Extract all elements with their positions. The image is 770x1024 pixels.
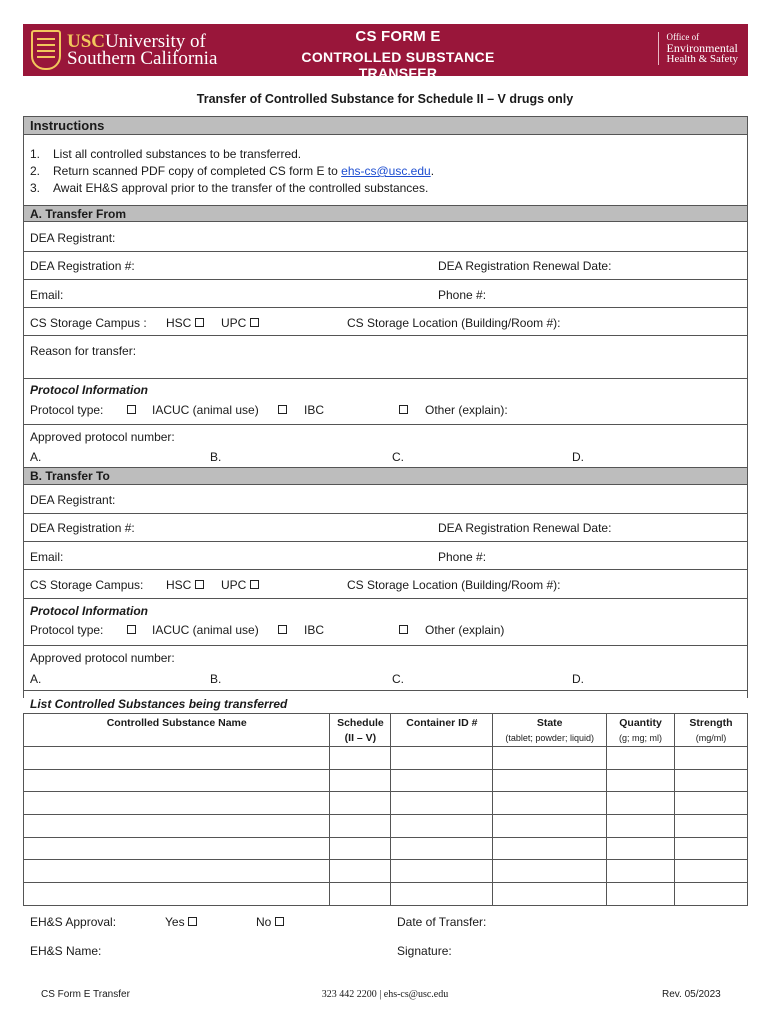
a-upc-checkbox[interactable] [250, 318, 259, 327]
approval-no-option[interactable] [256, 915, 284, 929]
a-phone-label[interactable]: Phone #: [438, 288, 487, 302]
table-row [24, 883, 748, 906]
table-cell[interactable] [675, 815, 748, 838]
upc-label: UPC [221, 316, 247, 330]
table-cell[interactable] [24, 883, 330, 906]
table-cell[interactable] [24, 837, 330, 860]
col-label: Quantity [619, 717, 662, 729]
logo-line2: Southern California [67, 48, 218, 69]
section-a-heading: A. Transfer From [23, 205, 748, 222]
table-cell[interactable] [24, 769, 330, 792]
page-subtitle: Transfer of Controlled Substance for Schedule II – V drugs only [196, 92, 574, 106]
a-other-label[interactable]: Other (explain): [425, 403, 508, 417]
footer-contact: 323 442 2200 | ehs-cs@usc.edu [321, 989, 449, 1000]
date-of-transfer-label[interactable]: Date of Transfer: [397, 915, 487, 929]
table-row [24, 837, 748, 860]
a-upc-option[interactable] [221, 316, 259, 330]
a-protocol-d[interactable]: D. [572, 450, 584, 464]
a-ibc-checkbox[interactable] [278, 405, 287, 414]
b-dea-reg-num-label[interactable]: DEA Registration #: [30, 521, 135, 535]
table-cell[interactable] [493, 860, 607, 883]
b-hsc-checkbox[interactable] [195, 580, 204, 589]
b-storage-campus-label: CS Storage Campus: [30, 578, 144, 592]
table-cell[interactable] [391, 815, 493, 838]
table-cell[interactable] [493, 815, 607, 838]
col-label: Container ID # [406, 717, 478, 729]
a-storage-location-label[interactable]: CS Storage Location (Building/Room #): [347, 316, 561, 330]
divider [23, 307, 748, 308]
ehs-approval-label: EH&S Approval: [30, 915, 117, 929]
b-protocol-info-heading: Protocol Information [30, 604, 148, 618]
b-phone-label[interactable]: Phone #: [438, 550, 487, 564]
table-cell[interactable] [675, 883, 748, 906]
table-cell[interactable] [493, 769, 607, 792]
table-cell[interactable] [330, 860, 391, 883]
b-approved-protocol-label: Approved protocol number: [30, 651, 175, 665]
b-other-label[interactable]: Other (explain) [425, 623, 505, 637]
b-hsc-option[interactable] [166, 578, 204, 592]
a-approved-protocol-label: Approved protocol number: [30, 430, 175, 444]
table-cell[interactable] [24, 792, 330, 815]
table-cell[interactable] [675, 860, 748, 883]
a-protocol-a[interactable]: A. [30, 450, 42, 464]
table-cell[interactable] [493, 747, 607, 770]
divider [23, 335, 748, 336]
table-row [24, 747, 748, 770]
divider [23, 690, 748, 691]
divider [23, 424, 748, 425]
approval-yes-checkbox[interactable] [188, 917, 197, 926]
table-row [24, 792, 748, 815]
table-cell[interactable] [607, 815, 675, 838]
table-cell[interactable] [330, 837, 391, 860]
divider [23, 279, 748, 280]
footer-form-name: CS Form E Transfer [41, 989, 130, 1000]
table-cell[interactable] [493, 792, 607, 815]
substances-table [23, 713, 748, 906]
b-ibc-label: IBC [304, 623, 325, 637]
b-upc-checkbox[interactable] [250, 580, 259, 589]
a-hsc-option[interactable] [166, 316, 204, 330]
table-cell[interactable] [675, 769, 748, 792]
col-label: Strength [689, 717, 733, 729]
a-other-checkbox[interactable] [399, 405, 408, 414]
a-hsc-checkbox[interactable] [195, 318, 204, 327]
ehs-email-link[interactable]: ehs-cs@usc.edu [341, 164, 431, 178]
divider [23, 645, 748, 646]
a-dea-reg-num-label[interactable]: DEA Registration #: [30, 259, 135, 273]
table-cell[interactable] [391, 837, 493, 860]
table-row [24, 769, 748, 792]
table-cell[interactable] [391, 883, 493, 906]
table-cell[interactable] [675, 747, 748, 770]
divider [23, 569, 748, 570]
a-protocol-info-heading: Protocol Information [30, 383, 148, 397]
b-storage-location-label[interactable]: CS Storage Location (Building/Room #): [347, 578, 561, 592]
b-upc-option[interactable] [221, 578, 259, 592]
ehs-logo [658, 32, 738, 65]
a-protocol-b[interactable]: B. [210, 450, 222, 464]
table-cell[interactable] [330, 815, 391, 838]
table-cell[interactable] [24, 747, 330, 770]
table-cell[interactable] [675, 792, 748, 815]
table-cell[interactable] [607, 883, 675, 906]
b-protocol-d[interactable]: D. [572, 672, 584, 686]
table-cell[interactable] [493, 883, 607, 906]
col-substance-name [24, 714, 330, 747]
form-subtitle: CONTROLLED SUBSTANCE TRANSFER [301, 49, 495, 81]
table-cell[interactable] [391, 792, 493, 815]
b-dea-registrant-label[interactable]: DEA Registrant: [30, 493, 116, 507]
usc-seal-icon [31, 30, 61, 70]
ehs-line1: Office of [666, 32, 700, 42]
b-dea-renewal-label[interactable]: DEA Registration Renewal Date: [438, 521, 612, 535]
table-cell[interactable] [675, 837, 748, 860]
b-ibc-checkbox[interactable] [278, 625, 287, 634]
a-email-label[interactable]: Email: [30, 288, 64, 302]
table-cell[interactable] [391, 769, 493, 792]
approval-no-checkbox[interactable] [275, 917, 284, 926]
signature-label[interactable]: Signature: [397, 944, 452, 958]
a-storage-campus-label: CS Storage Campus : [30, 316, 147, 330]
col-sublabel: (II – V) [344, 732, 377, 744]
form-title: CS FORM E [355, 28, 441, 45]
approval-yes-option[interactable] [165, 915, 197, 929]
col-sublabel: (mg/ml) [695, 733, 727, 743]
ehs-line2: Environmental [666, 41, 738, 55]
upc-label: UPC [221, 578, 247, 592]
instruction-2 [53, 164, 434, 178]
yes-label: Yes [165, 915, 185, 929]
col-label: State [536, 717, 563, 729]
col-strength [675, 714, 748, 747]
col-state [493, 714, 607, 747]
instruction-3-num: 3. [30, 181, 41, 195]
table-cell[interactable] [391, 860, 493, 883]
divider [23, 251, 748, 252]
b-protocol-a[interactable]: A. [30, 672, 42, 686]
table-cell[interactable] [493, 837, 607, 860]
table-cell[interactable] [607, 769, 675, 792]
table-cell[interactable] [607, 837, 675, 860]
b-protocol-type-label: Protocol type: [30, 623, 104, 637]
table-cell[interactable] [607, 792, 675, 815]
col-container-id [391, 714, 493, 747]
table-cell[interactable] [24, 860, 330, 883]
b-other-checkbox[interactable] [399, 625, 408, 634]
ehs-line3: Health & Safety [666, 53, 738, 65]
table-row [24, 860, 748, 883]
table-cell[interactable] [607, 747, 675, 770]
instructions-heading: Instructions [23, 116, 748, 135]
divider [23, 378, 748, 379]
instruction-2-num: 2. [30, 164, 41, 178]
substances-heading: List Controlled Substances being transferred [30, 697, 288, 711]
a-protocol-c[interactable]: C. [392, 450, 404, 464]
a-dea-registrant-label[interactable]: DEA Registrant: [30, 231, 116, 245]
col-label: Controlled Substance Name [106, 717, 247, 729]
a-dea-renewal-label[interactable]: DEA Registration Renewal Date: [438, 259, 612, 273]
table-cell[interactable] [330, 792, 391, 815]
usc-logo [31, 28, 217, 72]
footer-revision: Rev. 05/2023 [662, 989, 721, 1000]
table-header-row [24, 714, 748, 747]
col-quantity [607, 714, 675, 747]
a-protocol-type-label: Protocol type: [30, 403, 104, 417]
col-sublabel: (g; mg; ml) [619, 733, 663, 743]
divider [23, 513, 748, 514]
a-iacuc-label: IACUC (animal use) [152, 403, 259, 417]
form-header [23, 24, 748, 81]
col-label: Schedule [337, 717, 384, 729]
logo-line1: University of [105, 31, 206, 52]
table-cell[interactable] [330, 883, 391, 906]
divider [23, 598, 748, 599]
col-sublabel: (tablet; powder; liquid) [505, 733, 594, 743]
b-email-label[interactable]: Email: [30, 550, 64, 564]
table-row [24, 815, 748, 838]
a-reason-label[interactable]: Reason for transfer: [30, 344, 137, 358]
ehs-name-label[interactable]: EH&S Name: [30, 944, 102, 958]
logo-usc-text: USC [67, 31, 106, 52]
b-iacuc-checkbox[interactable] [127, 625, 136, 634]
table-cell[interactable] [24, 815, 330, 838]
a-ibc-label: IBC [304, 403, 325, 417]
no-label: No [256, 915, 272, 929]
b-protocol-b[interactable]: B. [210, 672, 222, 686]
table-cell[interactable] [330, 769, 391, 792]
divider [23, 541, 748, 542]
table-cell[interactable] [607, 860, 675, 883]
instruction-1-num: 1. [30, 147, 41, 161]
hsc-label: HSC [166, 316, 192, 330]
instruction-1: List all controlled substances to be transferred. [53, 147, 302, 161]
section-b-heading: B. Transfer To [23, 467, 748, 485]
table-cell[interactable] [330, 747, 391, 770]
hsc-label: HSC [166, 578, 192, 592]
table-cell[interactable] [391, 747, 493, 770]
instruction-2-text: Return scanned PDF copy of completed CS form E to [53, 164, 342, 178]
instruction-3: Await EH&S approval prior to the transfer of the controlled substances. [53, 181, 429, 195]
instruction-2-end: . [430, 164, 435, 178]
col-schedule [330, 714, 391, 747]
b-iacuc-label: IACUC (animal use) [152, 623, 259, 637]
a-iacuc-checkbox[interactable] [127, 405, 136, 414]
b-protocol-c[interactable]: C. [392, 672, 404, 686]
